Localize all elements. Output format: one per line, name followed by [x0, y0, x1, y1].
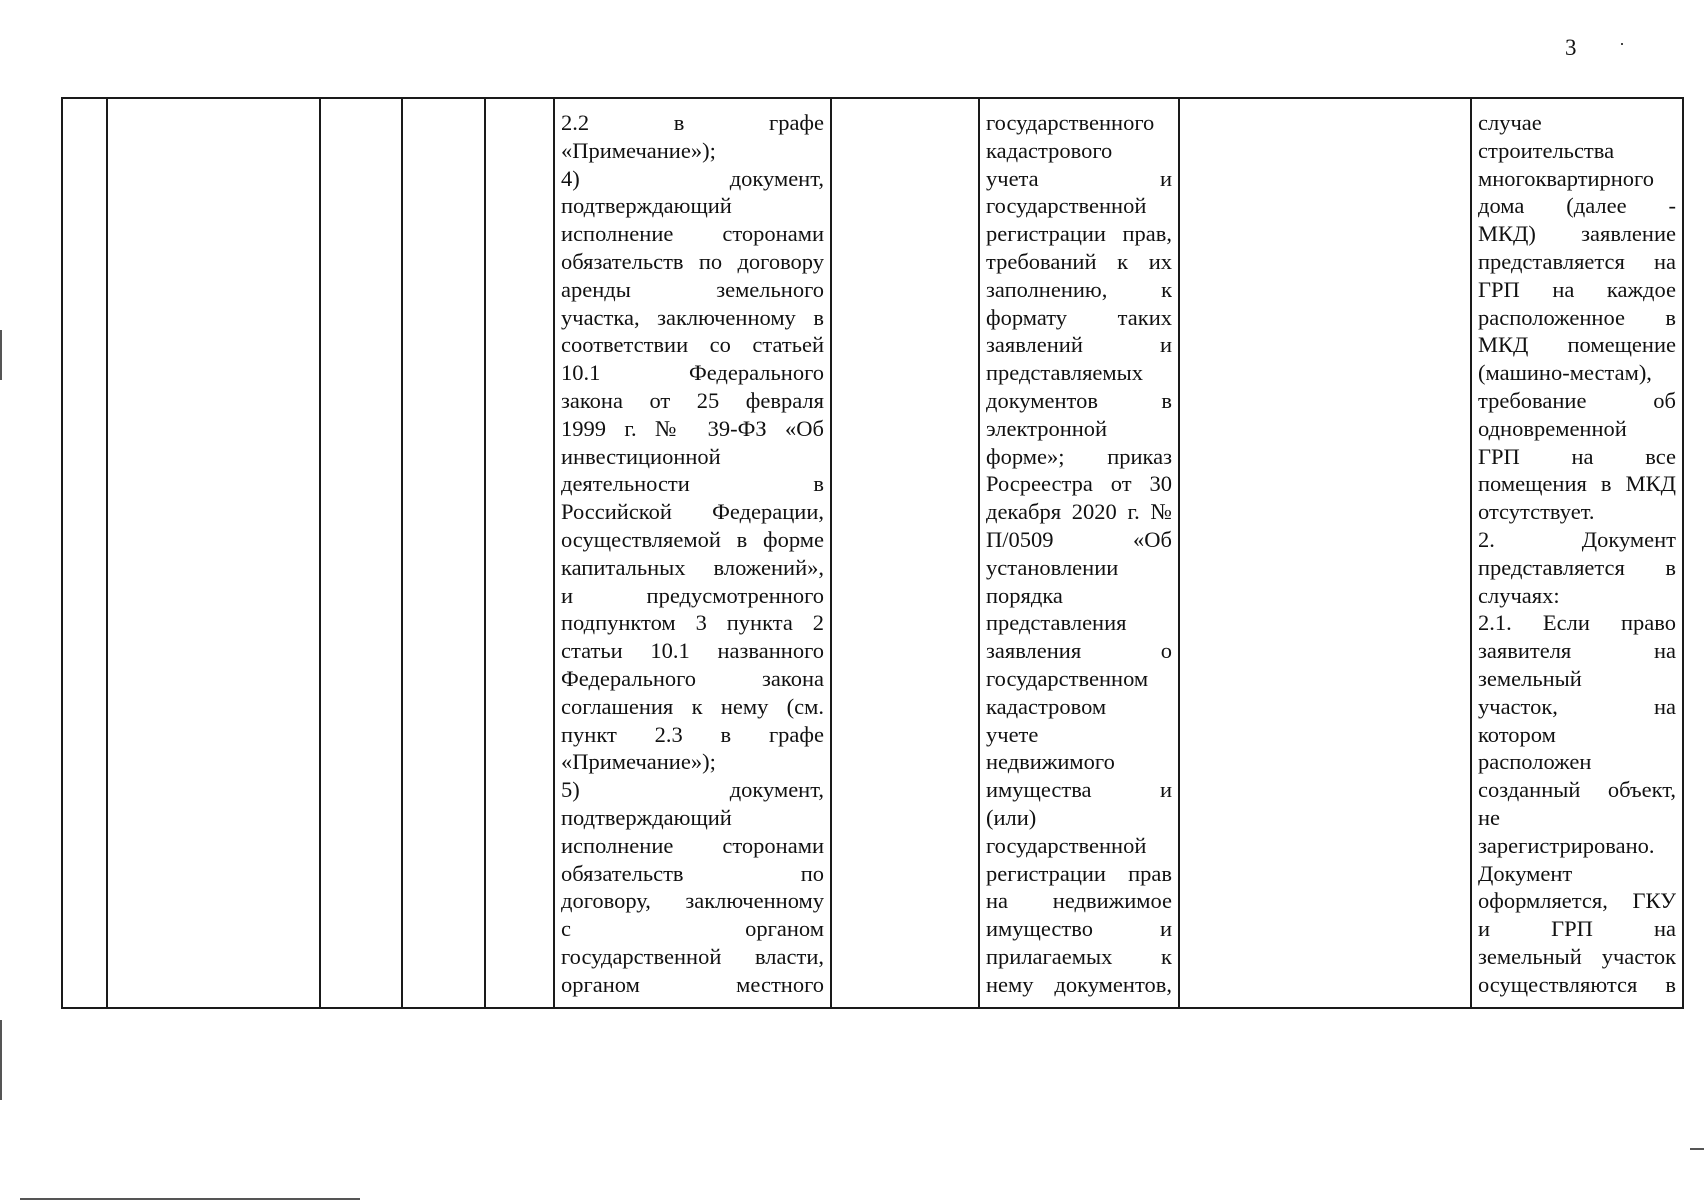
text-line: Российской Федерации,	[561, 499, 824, 525]
scan-edge-mark	[1690, 1148, 1704, 1150]
text-line: инвестиционной	[561, 443, 721, 469]
text-line: не	[1478, 804, 1501, 830]
scan-margin-mark	[0, 1020, 2, 1100]
text-line: исполнение сторонами	[561, 221, 824, 247]
text-line: прилагаемых к	[986, 943, 1172, 969]
note-text	[1472, 99, 1682, 999]
text-line: строительства	[1478, 137, 1615, 163]
text-line: электронной	[986, 415, 1108, 441]
text-line: (или)	[986, 804, 1037, 830]
table-cell-legal-basis	[979, 98, 1179, 1008]
text-line: оформляется, ГКУ	[1478, 888, 1676, 914]
text-line: осуществляются в	[1478, 971, 1676, 997]
text-line: расположенное в	[1478, 304, 1676, 330]
text-line: деятельности в	[561, 471, 824, 497]
text-line: подтверждающий	[561, 804, 732, 830]
text-line: кадастрового	[986, 137, 1113, 163]
text-line: заявления о	[986, 638, 1172, 664]
text-line: учете	[986, 721, 1039, 747]
table-cell-note	[1471, 98, 1683, 1008]
scan-margin-mark	[0, 330, 2, 380]
text-line: помещения в МКД	[1478, 471, 1676, 497]
text-line: случаях:	[1478, 582, 1560, 608]
text-line: аренды земельного	[561, 276, 824, 302]
text-line: «Примечание»);	[561, 749, 716, 775]
text-line: регистрации прав	[986, 860, 1172, 886]
text-line: закона от 25 февраля	[561, 387, 824, 413]
text-line: 2.2 в графе	[561, 110, 824, 135]
text-line: ГРП на все	[1478, 443, 1676, 469]
text-line: 4) документ,	[561, 165, 824, 191]
text-line: государственной	[986, 193, 1147, 219]
text-line: форме»; приказ	[986, 443, 1172, 469]
text-line: имущества и	[986, 777, 1172, 803]
text-line: обязательств по договору	[561, 248, 824, 274]
text-line: установлении	[986, 554, 1119, 580]
text-line: участок, на	[1478, 693, 1676, 719]
text-line: документов в	[986, 387, 1172, 413]
text-line: созданный объект,	[1478, 777, 1676, 803]
text-line: формату таких	[986, 304, 1172, 330]
text-line: случае	[1478, 110, 1542, 135]
text-line: котором	[1478, 721, 1556, 747]
text-line: соглашения к нему (см.	[561, 693, 824, 719]
text-line: представления	[986, 610, 1127, 636]
table-cell-col-9	[1179, 98, 1471, 1008]
table-cell-documents	[554, 98, 831, 1008]
text-line: обязательств по	[561, 860, 824, 886]
text-line: подтверждающий	[561, 193, 732, 219]
text-line: дома (далее -	[1478, 193, 1676, 219]
table-cell-col-3	[320, 98, 402, 1008]
text-line: Документ	[1478, 860, 1573, 886]
text-line: МКД) заявление	[1478, 221, 1676, 247]
table-row	[62, 98, 1683, 1008]
text-line: и ГРП на	[1478, 916, 1676, 942]
legal-basis-text	[980, 99, 1178, 999]
text-line: государственном	[986, 665, 1149, 691]
text-line: заявителя на	[1478, 638, 1676, 664]
text-line: нему документов,	[986, 971, 1172, 997]
text-line: требование об	[1478, 387, 1676, 413]
text-line: декабря 2020 г. №	[986, 499, 1172, 525]
text-line: порядка	[986, 582, 1063, 608]
text-line: регистрации прав,	[986, 221, 1172, 247]
text-line: зарегистрировано.	[1478, 832, 1655, 858]
table-cell-col-2	[107, 98, 320, 1008]
table-cell-col-1	[62, 98, 107, 1008]
text-line: учета и	[986, 165, 1172, 191]
text-line: представляемых	[986, 360, 1144, 386]
text-line: земельный участок	[1478, 943, 1676, 969]
text-line: договору, заключенному	[561, 888, 824, 914]
text-line: расположен	[1478, 749, 1592, 775]
text-line: отсутствует.	[1478, 499, 1595, 525]
text-line: 2. Документ	[1478, 526, 1676, 552]
text-line: ГРП на каждое	[1478, 276, 1676, 302]
text-line: Федерального закона	[561, 665, 824, 691]
text-line: «Примечание»);	[561, 137, 716, 163]
text-line: исполнение сторонами	[561, 832, 824, 858]
text-line: подпунктом 3 пункта 2	[561, 610, 824, 636]
text-line: участка, заключенному в	[561, 304, 824, 330]
text-line: на недвижимое	[986, 888, 1172, 914]
text-line: и предусмотренного	[561, 582, 824, 608]
text-line: органом местного	[561, 971, 824, 997]
text-line: Росреестра от 30	[986, 471, 1172, 497]
text-line: заявлений и	[986, 332, 1172, 358]
text-line: 2.1. Если право	[1478, 610, 1676, 636]
text-line: государственного	[986, 110, 1155, 135]
scan-artifact	[1621, 43, 1623, 45]
text-line: заполнению, к	[986, 276, 1172, 302]
text-line: государственной власти,	[561, 943, 824, 969]
text-line: (машино-местам),	[1478, 360, 1652, 386]
text-line: П/0509 «Об	[986, 526, 1172, 552]
text-line: требований к их	[986, 248, 1172, 274]
text-line: одновременной	[1478, 415, 1627, 441]
table-cell-col-7	[831, 98, 979, 1008]
text-line: земельный	[1478, 665, 1582, 691]
text-line: МКД помещение	[1478, 332, 1676, 358]
text-line: имущество и	[986, 916, 1172, 942]
text-line: представляется на	[1478, 248, 1676, 274]
text-line: капитальных вложений»,	[561, 554, 824, 580]
text-line: осуществляемой в форме	[561, 526, 824, 552]
text-line: 10.1 Федерального	[561, 360, 824, 386]
text-line: государственной	[986, 832, 1147, 858]
text-line: недвижимого	[986, 749, 1115, 775]
table-cell-col-4	[402, 98, 485, 1008]
text-line: 5) документ,	[561, 777, 824, 803]
text-line: соответствии со статьей	[561, 332, 824, 358]
text-line: кадастровом	[986, 693, 1107, 719]
text-line: статьи 10.1 названного	[561, 638, 824, 664]
text-line: многоквартирного	[1478, 165, 1654, 191]
page-number: 3	[1565, 35, 1577, 60]
text-line: с органом	[561, 916, 824, 942]
table-cell-col-5	[485, 98, 554, 1008]
documents-text	[555, 99, 830, 999]
document-table	[61, 97, 1684, 1009]
text-line: 1999 г. № 39-ФЗ «Об	[561, 415, 824, 441]
text-line: представляется в	[1478, 554, 1676, 580]
text-line: пункт 2.3 в графе	[561, 721, 824, 747]
